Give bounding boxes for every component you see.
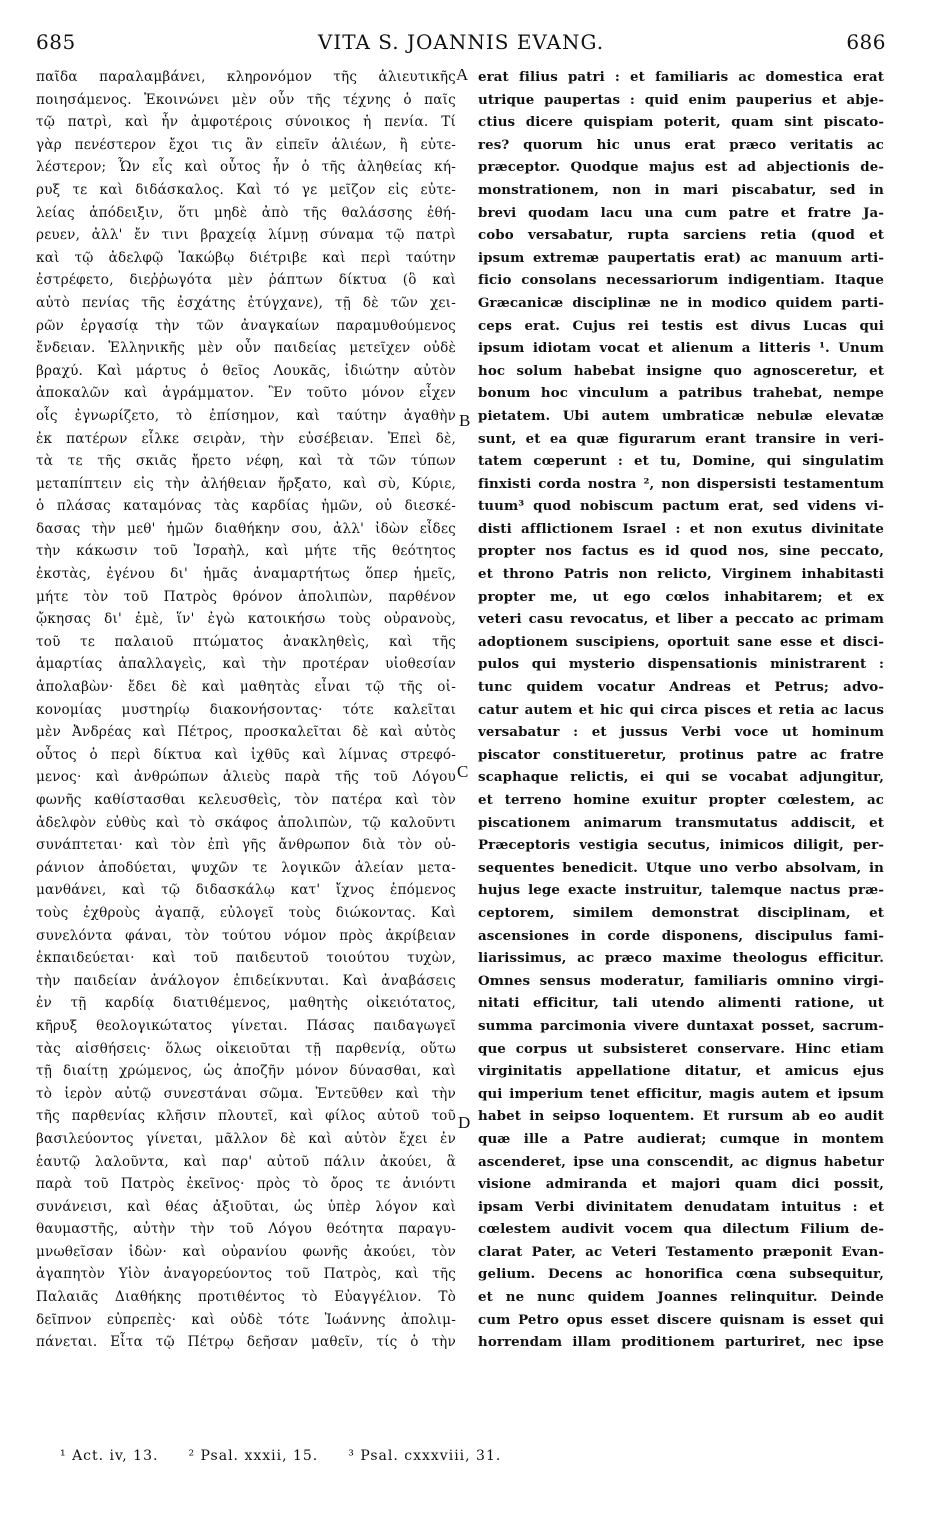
greek-text-line: τοὺς ἐχθροὺς ἀγαπᾷ, εὐλογεῖ τοὺς διώκοντας. Καὶ (36, 904, 456, 921)
greek-text-line: τὴν παιδείαν ἀνάλογον ἐπιδείκνυται. Καὶ ἀναβάσεις (36, 972, 456, 989)
greek-text-line: ἀπολαβὼν· ἔδει δὲ καὶ μαθητὰς εἶναι τῷ τῆς οἰ- (36, 679, 456, 696)
greek-text-line: τῇ διαίτῃ χρώμενος, ὡς ἀποζῆν μόνον δύνασθαι, καὶ (36, 1063, 456, 1080)
latin-text-line: monstrationem, non in mari piscabatur, sed in (478, 181, 884, 198)
latin-text-line: et terreno homine exuitur propter cœlestem, ac (478, 792, 884, 808)
greek-text-line: ᾤκησας δι' ἐμὲ, ἵν' ἐγὼ κατοικήσω τοὺς οὐρανοὺς, (36, 611, 456, 628)
greek-text-line: δασας τὴν μεθ' ἡμῶν διαθήκην σου, ἀλλ' ἰδὼν εἶδες (36, 520, 456, 537)
greek-text-line: μνωθεῖσαν ἰδὼν· καὶ οὐρανίου φωνῆς ἀκούει, τὸν (36, 1243, 456, 1260)
greek-text-line: κονομίας μυστηρίῳ διακονήσοντας· τότε καλεῖται (36, 701, 456, 718)
latin-text-line: ceps erat. Cujus rei testis est divus Lucas qui (478, 317, 884, 334)
latin-text-line: propter me, ut ego cœlos inhabitarem; et ex (478, 588, 884, 605)
greek-text-line: τῷ πατρὶ, καὶ ἦν ἀμφοτέροις σύνοικος ἡ πενία. Τί (36, 114, 456, 131)
latin-text-line: gelium. Decens ac honorifica cœna subsequitur, (478, 1266, 884, 1283)
latin-text-line: tunc quidem vocatur Andreas et Petrus; advo- (478, 679, 884, 696)
latin-text-line: hujus lege exacte instruitur, talemque nactus præ- (478, 882, 884, 899)
latin-text-line: scaphaque relictis, ei qui se vocabat adjungitur, (478, 769, 884, 786)
footnote: ¹ Act. iv, 13. (60, 1448, 159, 1464)
greek-text-line: τοῦ τε παλαιοῦ πτώματος ἀνακληθεὶς, καὶ τῆς (36, 633, 456, 650)
section-marker-c: C (457, 762, 469, 781)
greek-text-line: οἷς ἐγνωρίζετο, τὸ ἐπίσημον, καὶ ταύτην ἀγαθὴν (36, 407, 456, 424)
latin-text-line: adoptionem suscipiens, oportuit sane esse et disci- (478, 633, 884, 650)
greek-text-line: τὰς αἰσθήσεις· ὅλως οἰκειοῦται τῇ παρθενίᾳ, οὕτω (36, 1040, 456, 1057)
latin-text-line: cum Petro opus esset discere quisnam is esset qui (478, 1311, 884, 1328)
latin-text-column (478, 66, 884, 1354)
greek-text-line: Παλαιᾶς Διαθήκης προτιθέντος τὸ Εὐαγγέλιον. Τὸ (36, 1289, 456, 1306)
greek-text-line: συνάνεισι, καὶ θέας ἀξιοῦται, ὡς ὑπὲρ λόγον καὶ (36, 1198, 456, 1215)
greek-text-line: ἁμαρτίας ἀπαλλαγεὶς, καὶ τὴν προτέραν υἱοθεσίαν (36, 656, 456, 673)
greek-text-line: βασιλεύοντος γίνεται, μᾶλλον δὲ καὶ αὐτὸν ἔχει ἐν (36, 1130, 456, 1147)
latin-text-line: tuum³ quod nobiscum pactum erat, sed videns vi- (478, 498, 884, 515)
latin-text-line: piscationem animarum transmutatus addiscit, et (478, 814, 884, 831)
latin-text-line: tatem cœperunt : et tu, Domine, qui singulatim (478, 453, 884, 470)
latin-text-line: ipsam Verbi divinitatem denudatam intuitus : et (478, 1198, 884, 1215)
footnote: ³ Psal. cxxxviii, 31. (348, 1448, 502, 1464)
latin-text-line: clarat Pater, ac Veteri Testamento præponit Evan- (478, 1243, 884, 1260)
latin-text-line: ascensiones in corde disponens, discipulus fami- (478, 927, 884, 944)
latin-text-line: Græcanicæ disciplinæ ne in modico quidem parti- (478, 294, 884, 311)
footnote: ² Psal. xxxii, 15. (188, 1448, 319, 1464)
greek-text-line: μενος· καὶ ἀνθρώπων ἁλιεὺς παρὰ τῆς τοῦ Λόγου (36, 769, 456, 786)
greek-text-line: καὶ τῷ ἀδελφῷ Ἰακώβῳ διέτριβε καὶ περὶ ταύτην (36, 249, 456, 266)
greek-text-line: ρυξ τε καὶ διδάσκαλος. Καὶ τό γε μεῖζον εἰς εὐτε- (36, 181, 456, 198)
greek-text-line: ἐστρέφετο, διεῤῥωγότα μὲν ῥάπτων δίκτυα (ὃ καὶ (36, 272, 456, 289)
latin-text-line: nitati efficitur, tali utendo alimenti ratione, ut (478, 995, 884, 1012)
latin-text-line: horrendam illam proditionem parturiret, nec ipse (478, 1334, 884, 1351)
greek-text-line: κῆρυξ θεολογικώτατος γίνεται. Πάσας παιδαγωγεῖ (36, 1017, 456, 1034)
latin-text-line: præceptor. Quodque majus est ad abjectionis de- (478, 159, 884, 176)
section-marker-b: B (459, 411, 471, 430)
greek-text-line: τῆς παρθενίας κλῆσιν πλουτεῖ, καὶ φίλος αὐτοῦ τοῦ (36, 1108, 456, 1125)
page-header (36, 30, 886, 60)
latin-text-line: ascenderet, ipse una conscendit, ac dignus habetur (478, 1153, 884, 1170)
greek-text-line: παῖδα παραλαμβάνει, κληρονόμον τῆς ἁλιευτικῆς (36, 69, 456, 85)
greek-text-line: γὰρ πενέστερον ἔχοι τις ἂν εἰπεῖν ἁλιέων, ἢ εὐτε- (36, 136, 456, 153)
latin-text-line: et throno Patris non relicto, Virginem inhabitasti (478, 566, 884, 583)
greek-text-line: ἑαυτῷ λαλοῦντα, καὶ παρ' αὐτοῦ πάλιν ἀκούει, ἃ (36, 1153, 456, 1170)
greek-text-line: μανθάνει, καὶ τῷ διδασκάλῳ κατ' ἴχνος ἑπόμενος (36, 882, 456, 899)
greek-text-line: φωνῆς καθίστασθαι κελευσθεὶς, τὸν πατέρα καὶ τὸν (36, 792, 456, 808)
section-marker-d: D (458, 1113, 471, 1132)
greek-text-line: ἀδελφὸν εὐθὺς καὶ τὸ σκάφος ἀπολιπὼν, τῷ καλοῦντι (36, 814, 456, 831)
greek-text-line: ἔνδειαν. Ἑλληνικῆς μὲν οὖν παιδείας μετεῖχεν οὐδὲ (36, 340, 456, 357)
latin-text-line: habet in seipso loquentem. Et rursum ab eo audit (478, 1108, 884, 1125)
greek-text-line: ἀγαπητὸν Υἱὸν ἀναγορεύοντος τοῦ Πατρὸς, καὶ τῆς (36, 1266, 456, 1283)
latin-text-line: sunt, et ea quæ figurarum erant transire in veri- (478, 430, 884, 447)
greek-text-line: ρῶν ἐργασίᾳ τὴν τῶν ἀναγκαίων παραμυθούμενος (36, 317, 456, 334)
greek-text-line: μὲν Ἀνδρέας καὶ Πέτρος, προσκαλεῖται δὲ καὶ αὐτὸς (36, 724, 456, 741)
latin-text-line: catur autem et hic qui circa pisces et retia ac lacus (478, 701, 884, 718)
latin-text-line: Omnes sensus moderatur, familiaris omnino virgi- (478, 972, 884, 989)
latin-text-line: Præceptoris vestigia secutus, inimicos diligit, per- (478, 837, 884, 854)
greek-text-line: βραχύ. Καὶ μάρτυς ὁ θεῖος Λουκᾶς, ἰδιώτην αὐτὸν (36, 362, 456, 379)
greek-text-line: αὐτὸ πενίας τῆς ἐσχάτης ἐτύγχανε), τῇ δὲ τῶν χει- (36, 294, 456, 311)
running-title: VITA S. JOANNIS EVANG. (317, 30, 605, 54)
greek-text-line: λέστερον; Ὧν εἷς καὶ οὗτος ἦν ὁ τῆς ἀληθείας κή- (36, 159, 456, 176)
latin-text-line: piscator constitueretur, protinus patre ac fratre (478, 746, 884, 763)
greek-text-line: ρευεν, ἀλλ' ἔν τινι βραχείᾳ λίμνῃ σύναμα τῷ πατρὶ (36, 227, 456, 244)
latin-text-line: cobo versabatur, rupta sarciens retia (quod et (478, 227, 884, 244)
latin-text-line: res? quorum hic unus erat præco veritatis ac (478, 136, 884, 153)
latin-text-line: liarissimus, ac præco maxime theologus efficitur. (478, 950, 884, 967)
greek-text-column (36, 66, 456, 1354)
latin-text-line: cœlestem audivit vocem qua dilectum Filium de- (478, 1221, 884, 1238)
greek-text-line: ράνιον ἀποδύεται, ψυχῶν τε λογικῶν ἁλείαν μετα- (36, 859, 456, 876)
latin-text-line: ipsum extremæ paupertatis erat) ac manuum arti- (478, 249, 884, 266)
greek-text-line: ὁ πλάσας καταμόνας τὰς καρδίας ἡμῶν, οὐ διεσκέ- (36, 498, 456, 515)
latin-text-line: finxisti corda nostra ², non dispersisti testamentum (478, 475, 884, 492)
latin-text-line: visione admiranda et majori quam dici possit, (478, 1176, 884, 1193)
latin-text-line: propter nos factus es id quod nos, sine peccato, (478, 543, 884, 560)
latin-text-line: virginitatis appellatione ditatur, et amicus ejus (478, 1063, 884, 1080)
greek-text-line: ποιησάμενος. Ἐκοινώνει μὲν οὖν τῆς τέχνης ὁ παῖς (36, 91, 456, 108)
latin-text-line: hoc solum habebat insigne quo agnosceretur, et (478, 362, 884, 379)
greek-text-line: ἐν τῇ καρδίᾳ διατιθέμενος, μαθητὴς οἰκειότατος, (36, 995, 456, 1012)
greek-text-line: τὴν κάκωσιν τοῦ Ἰσραὴλ, καὶ μήτε τῆς θεότητος (36, 543, 456, 560)
latin-text-line: summa parcimonia vivere duntaxat posset, sacrum- (478, 1017, 884, 1034)
greek-text-line: συνάπτεται· καὶ τὸν ἐπὶ γῆς ἄνθρωπον διὰ τὸν οὐ- (36, 837, 456, 854)
greek-text-line: ἀποκαλῶν καὶ ἀγράμματον. Ἓν τοῦτο μόνον εἶχεν (36, 385, 456, 402)
greek-text-line: παρὰ τοῦ Πατρὸς ἐκεῖνος· πρὸς τὸ ὄρος τε ἀνιόντι (36, 1176, 456, 1193)
latin-text-line: ctius dicere quispiam poterit, quam sint piscato- (478, 114, 884, 131)
greek-text-line: μεταπίπτειν εἰς τὴν ἀλήθειαν ἤρξατο, καὶ σὺ, Κύριε, (36, 475, 456, 492)
latin-text-line: ficio consolans necessariorum indigentiam. Itaque (478, 272, 884, 289)
greek-text-line: θαυμαστῆς, αὐτὴν τὴν τοῦ Λόγου θεότητα παραγυ- (36, 1221, 456, 1238)
page-number-right: 686 (846, 30, 886, 54)
latin-text-line: pulos qui mysterio dispensationis ministrarent : (478, 656, 884, 673)
greek-text-line: μήτε τὸν τοῦ Πατρὸς θρόνον ἀπολιπὼν, παρθένον (36, 588, 456, 605)
latin-text-line: sequentes benedicit. Utque uno verbo absolvam, in (478, 859, 884, 876)
latin-text-line: veteri casu revocatus, et liber a peccato ac primam (478, 611, 884, 628)
latin-text-line: erat filius patri : et familiaris ac domestica erat (478, 69, 884, 85)
greek-text-line: ἐκπαιδεύεται· καὶ τοῦ παιδευτοῦ τοιούτου τυχὼν, (36, 950, 456, 967)
footnotes (60, 1448, 860, 1464)
greek-text-line: συνελόντα φάναι, τὸν τούτου νόμον πρὸς ἀκρίβειαν (36, 927, 456, 944)
section-marker-a: A (456, 65, 469, 84)
greek-text-line: τὸ ἱερὸν αὐτῷ συνεστάναι σῶμα. Ἐντεῦθεν καὶ τὴν (36, 1085, 456, 1102)
latin-text-line: disti afflictionem Israel : et non exutus divinitate (478, 520, 884, 537)
latin-text-line: et ne nunc quidem Joannes relinquitur. Deinde (478, 1289, 884, 1306)
latin-text-line: que corpus ut subsisteret conservare. Hinc etiam (478, 1040, 884, 1057)
latin-text-line: qui imperium tenet efficitur, magis autem et ipsum (478, 1085, 884, 1102)
greek-text-line: ἐκστὰς, ἐγένου δι' ἡμᾶς ἀναμαρτήτως ὅπερ ἡμεῖς, (36, 566, 456, 583)
greek-text-line: ἐκ πατέρων εἷλκε σειρὰν, τὴν εὐσέβειαν. Ἐπεὶ δὲ, (36, 430, 456, 447)
latin-text-line: brevi quodam lacu una cum patre et fratre Ja- (478, 204, 884, 221)
greek-text-line: πάνεται. Εἶτα τῷ Πέτρῳ δεῆσαν μαθεῖν, τίς ὁ τὴν (36, 1334, 456, 1351)
latin-text-line: utrique paupertas : quid enim pauperius et abje- (478, 91, 884, 108)
latin-text-line: pietatem. Ubi autem umbraticæ nebulæ elevatæ (478, 407, 884, 424)
latin-text-line: bonum hoc vinculum a patribus trahebat, nempe (478, 385, 884, 402)
latin-text-line: ceptorem, similem demonstrat disciplinam, et (478, 904, 884, 921)
greek-text-line: λείας ἀπόδειξιν, ὅτι μηδὲ ἀπὸ τῆς θαλάσσης ἐθή- (36, 204, 456, 221)
greek-text-line: τὰ τε τῆς σκιᾶς ἤρετο νέφη, καὶ τὰ τῶν τύπων (36, 453, 456, 470)
latin-text-line: ipsum idiotam vocat et alienum a litteris ¹. Unum (478, 340, 884, 357)
greek-text-line: δεῖπνον εὐπρεπὲς· καὶ οὐδὲ τότε Ἰωάννης ἀπολιμ- (36, 1311, 456, 1328)
greek-text-line: οὗτος ὁ περὶ δίκτυα καὶ ἰχθῦς καὶ λίμνας στρεφό- (36, 746, 456, 763)
latin-text-line: quæ ille a Patre audierat; cumque in montem (478, 1130, 884, 1147)
latin-text-line: versabatur : et jussus Verbi voce ut hominum (478, 724, 884, 741)
page-number-left: 685 (36, 30, 76, 54)
